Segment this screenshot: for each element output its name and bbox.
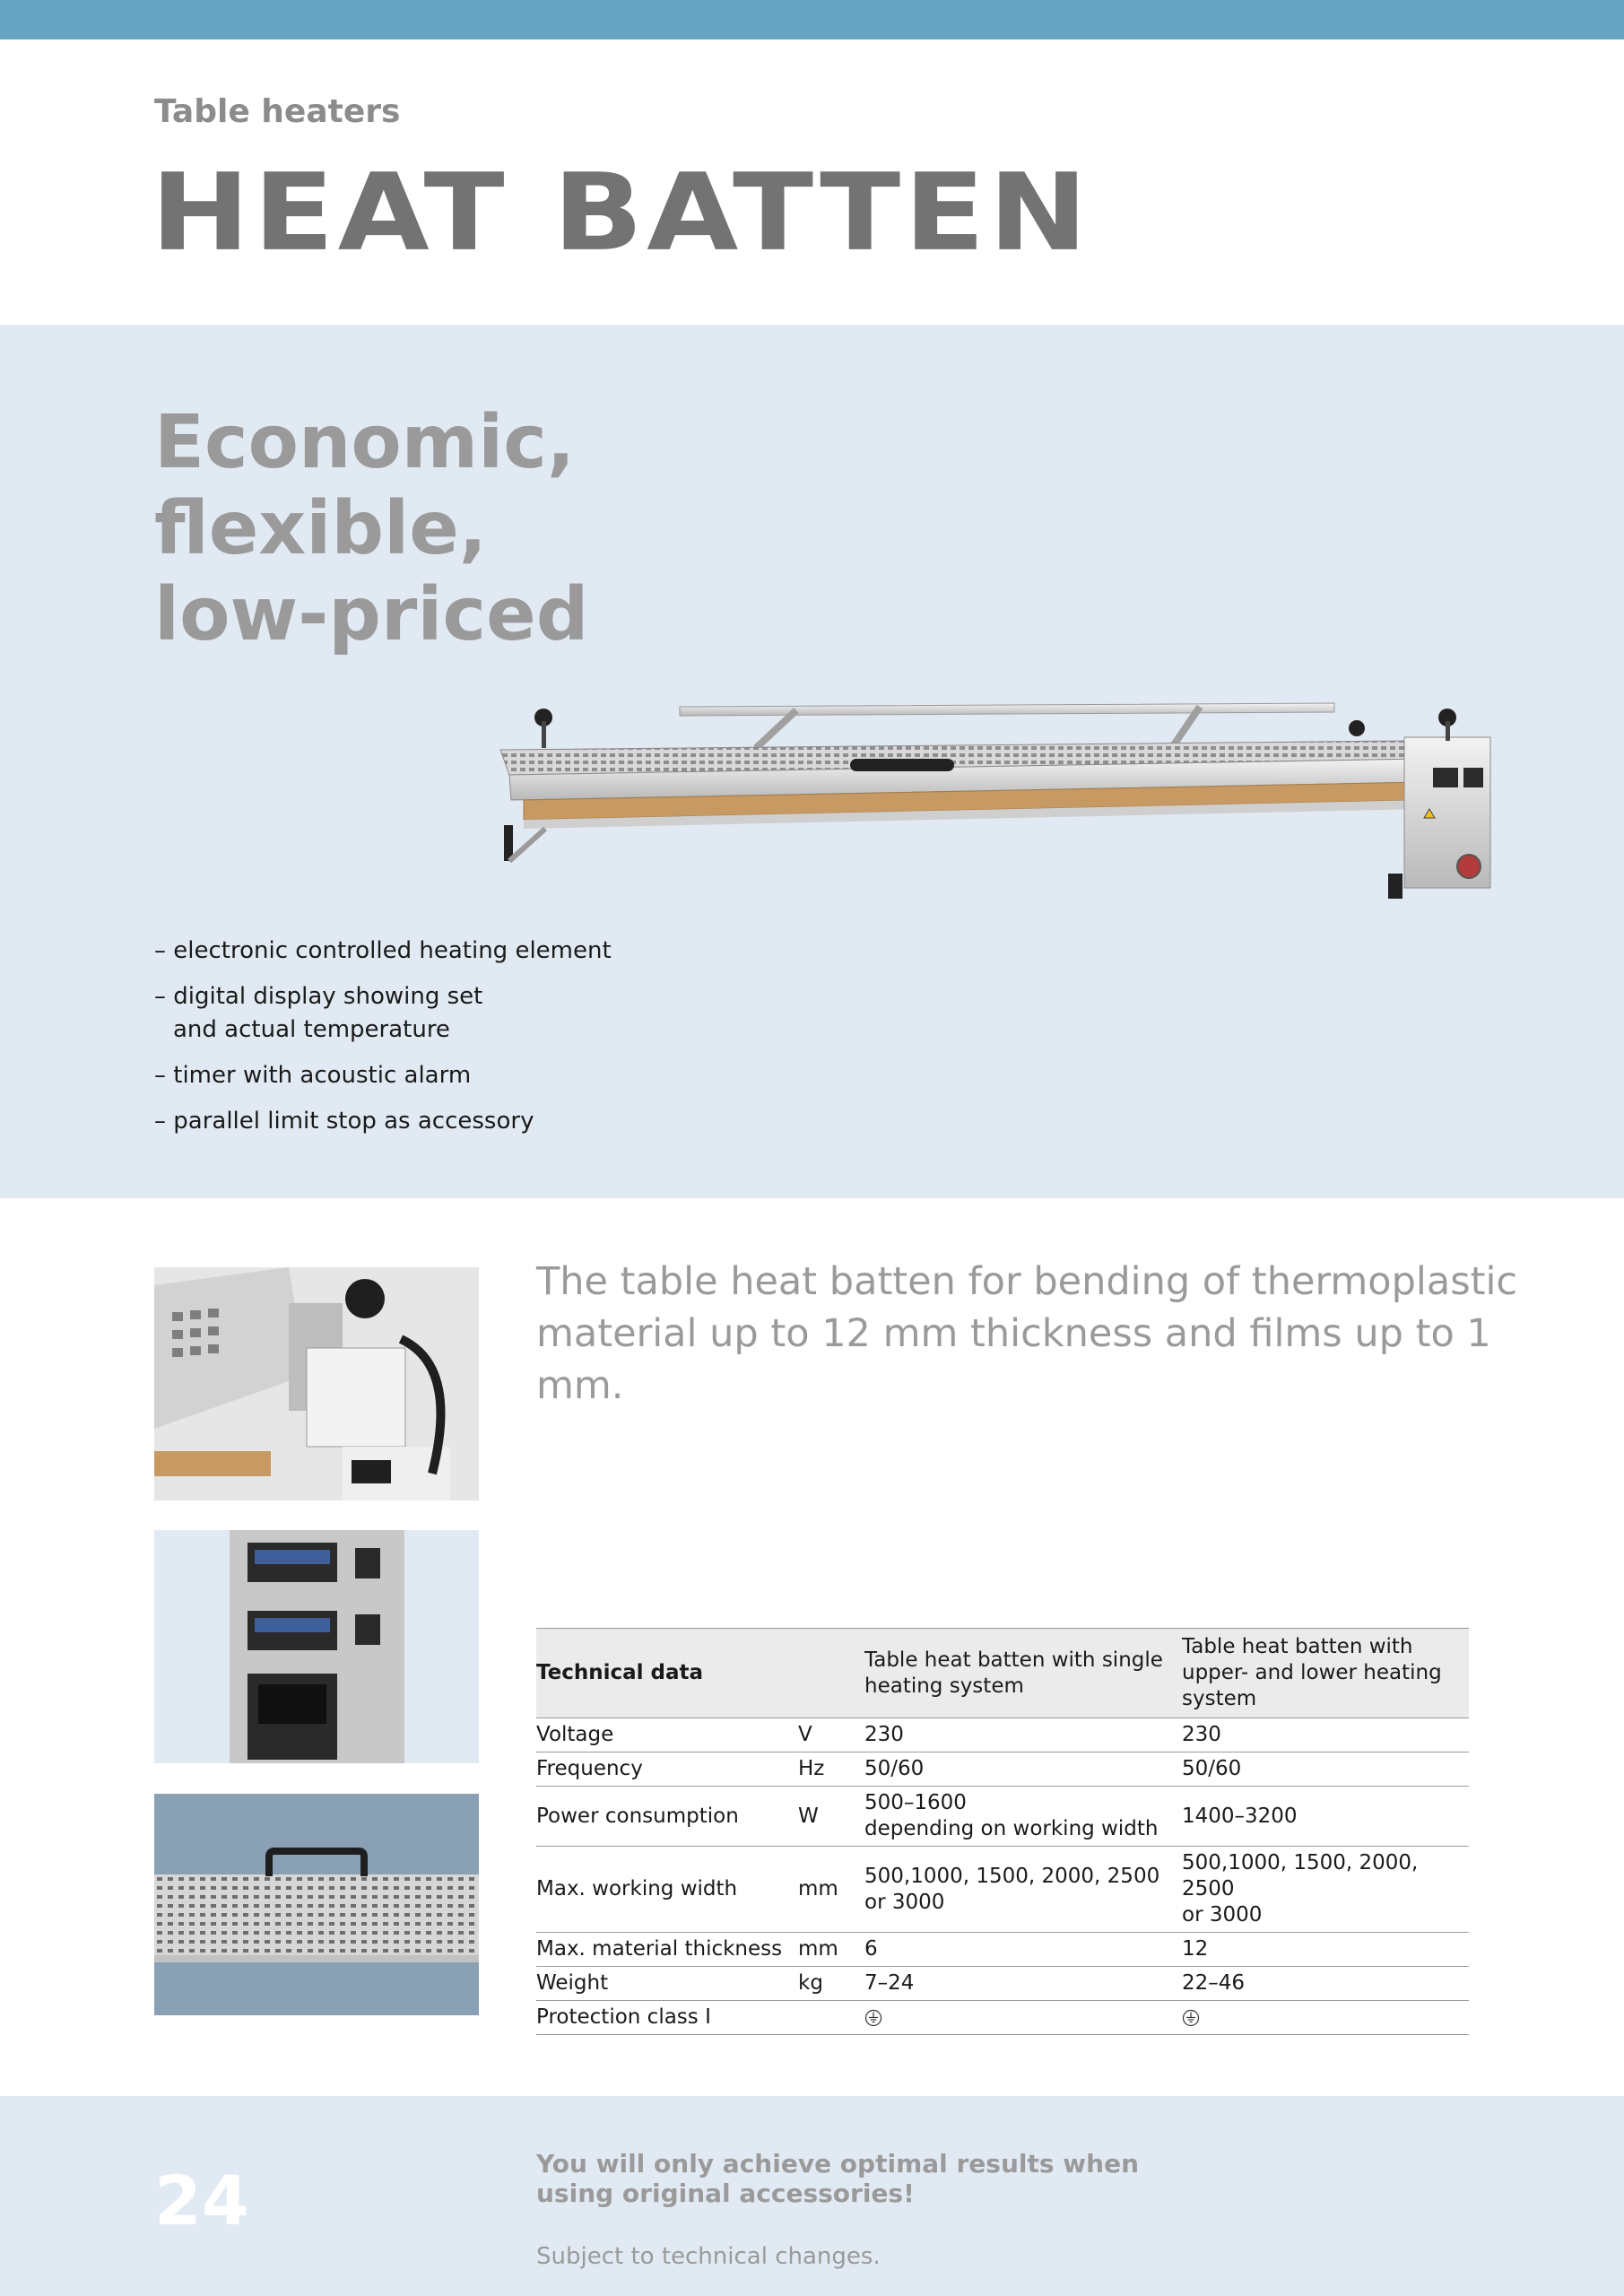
accessories-notice: You will only achieve optimal results when using original accessories! [536, 2149, 1139, 2208]
row-value-dual: 12 [1182, 1933, 1469, 1967]
table-header-dual: Table heat batten with upper- and lower heating system [1182, 1629, 1469, 1718]
row-value-dual [1182, 2001, 1469, 2035]
row-value-single [864, 2001, 1182, 2035]
table-row [536, 1718, 1469, 1752]
footer-panel [0, 2096, 1624, 2296]
row-value-dual: 1400–3200 [1182, 1787, 1469, 1847]
table-row [536, 1752, 1469, 1787]
table-row [536, 1847, 1469, 1933]
row-label: Weight [536, 1967, 798, 2001]
row-unit: kg [798, 1967, 864, 2001]
row-label: Voltage [536, 1718, 798, 1752]
page-title: HEAT BATTEN [151, 151, 1091, 275]
row-unit: W [798, 1787, 864, 1847]
row-unit [798, 2001, 864, 2035]
row-value-dual: 230 [1182, 1718, 1469, 1752]
earth-ground-icon [864, 2009, 882, 2027]
earth-ground-icon [1182, 2009, 1200, 2027]
table-row [536, 1787, 1469, 1847]
detail-photo-handle [154, 1794, 479, 2015]
table-header-row [536, 1629, 1469, 1718]
row-value-single: 500–1600 depending on working width [864, 1787, 1182, 1847]
headline-line: Economic, [154, 400, 575, 485]
row-label: Max. working width [536, 1847, 798, 1933]
headline-line: low-priced [154, 572, 589, 657]
row-value-dual: 500,1000, 1500, 2000, 2500 or 3000 [1182, 1847, 1469, 1933]
table-row [536, 1967, 1469, 2001]
heat-batten-product-image [491, 694, 1550, 918]
row-value-single: 230 [864, 1718, 1182, 1752]
feature-item: – electronic controlled heating element [154, 937, 612, 964]
row-label: Frequency [536, 1752, 798, 1787]
row-value-dual: 50/60 [1182, 1752, 1469, 1787]
feature-item: – digital display showing set and actual temperature [154, 983, 483, 1043]
headline-line: flexible, [154, 486, 487, 571]
row-unit: V [798, 1718, 864, 1752]
row-value-single: 7–24 [864, 1967, 1182, 2001]
row-unit: mm [798, 1933, 864, 1967]
row-value-single: 6 [864, 1933, 1182, 1967]
page-category: Table heaters [154, 93, 401, 130]
intro-text: The table heat batten for bending of thermoplastic material up to 12 mm thickness and films up to 1 mm. [536, 1259, 1518, 1408]
top-accent-bar [0, 0, 1624, 39]
feature-list [154, 935, 612, 1151]
row-label: Protection class I [536, 2001, 798, 2035]
row-value-single: 500,1000, 1500, 2000, 2500 or 3000 [864, 1847, 1182, 1933]
row-unit: Hz [798, 1752, 864, 1787]
row-value-dual: 22–46 [1182, 1967, 1469, 2001]
table-header-label: Technical data [536, 1629, 798, 1718]
table-header-single: Table heat batten with single heating system [864, 1629, 1182, 1718]
row-value-single: 50/60 [864, 1752, 1182, 1787]
table-row [536, 2001, 1469, 2035]
feature-item: – timer with acoustic alarm [154, 1062, 472, 1089]
row-label: Max. material thickness [536, 1933, 798, 1967]
row-unit: mm [798, 1847, 864, 1933]
technical-changes-note: Subject to technical changes. [536, 2243, 881, 2270]
technical-data-table [536, 1628, 1469, 2035]
feature-item: – parallel limit stop as accessory [154, 1108, 534, 1135]
hero-panel [0, 325, 1624, 1198]
detail-photo-control-unit [154, 1267, 479, 1500]
page-number: 24 [154, 2161, 249, 2240]
detail-photo-controllers [154, 1530, 479, 1763]
table-header-unit [798, 1629, 864, 1718]
hero-headline [154, 400, 588, 658]
row-label: Power consumption [536, 1787, 798, 1847]
table-row [536, 1933, 1469, 1967]
